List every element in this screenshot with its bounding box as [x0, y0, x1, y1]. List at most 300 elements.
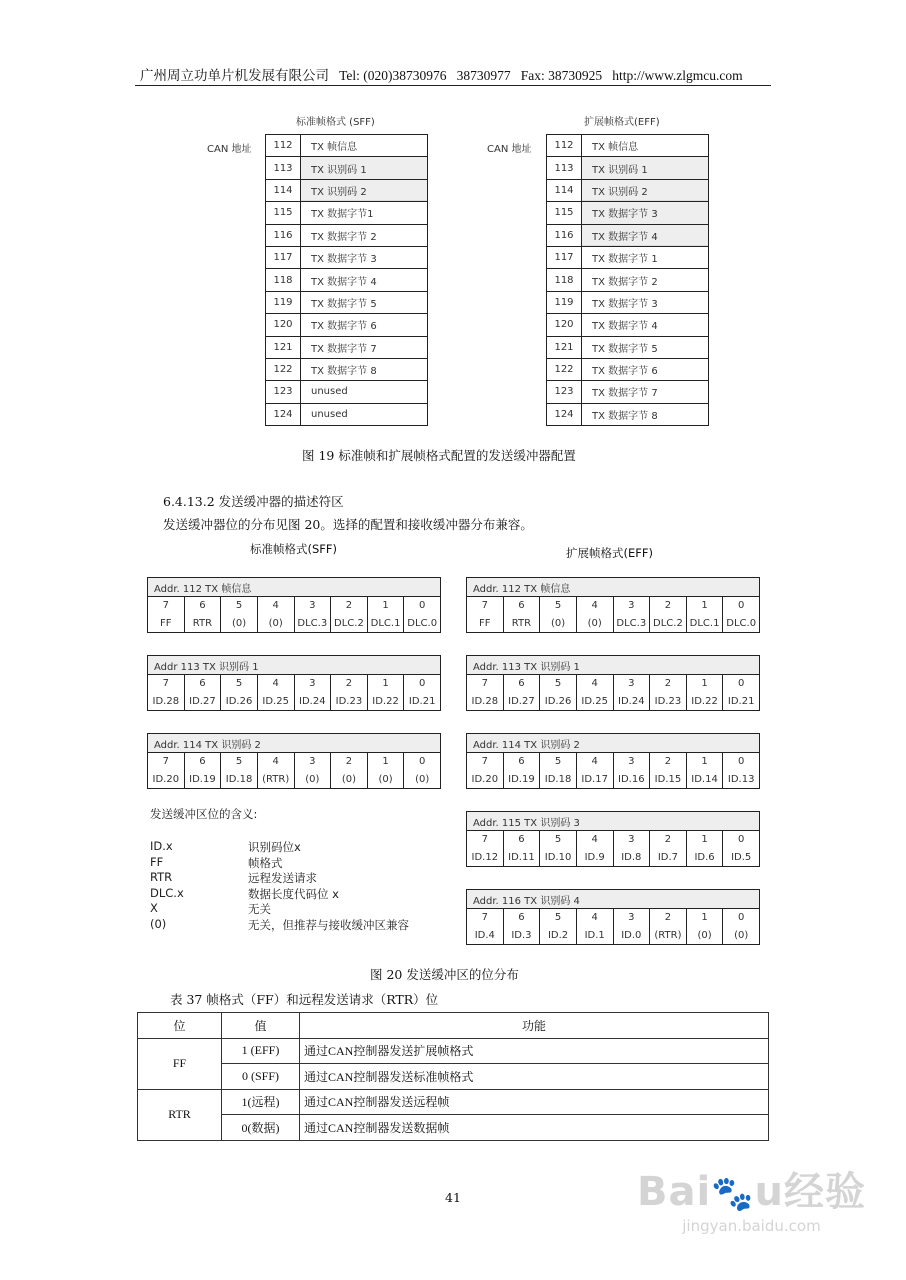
bit-number: 7 [148, 597, 185, 615]
register-row [266, 314, 428, 336]
bit-number: 4 [257, 753, 294, 771]
bit-value: ID.10 [540, 848, 577, 867]
table37 [137, 1012, 769, 1141]
bit-number: 3 [613, 675, 650, 693]
bit-value: ID.2 [540, 926, 577, 945]
register-name: TX 数据字节 5 [582, 336, 709, 358]
legend-key: (0) [150, 916, 167, 931]
can-address-label: CAN 地址 [487, 144, 532, 155]
fig20-caption: 图 20 发送缓冲区的位分布 [370, 967, 519, 982]
bit-value: ID.28 [467, 692, 504, 711]
register-row [266, 381, 428, 403]
baidu-watermark: Bai🐾u经验 jingyan.baidu.com [636, 1169, 866, 1235]
bit-number: 3 [613, 831, 650, 849]
table-row [138, 1064, 769, 1090]
register-address: 119 [547, 291, 582, 313]
bit-number: 7 [467, 675, 504, 693]
bit-number-row [467, 909, 760, 927]
column-header: 功能 [300, 1013, 769, 1039]
bit-table-title: Addr. 113 TX 识别码 1 [467, 656, 760, 675]
bit-number: 6 [503, 753, 540, 771]
bit-table-title: Addr 113 TX 识别码 1 [148, 656, 441, 675]
bit-number-row [467, 831, 760, 849]
can-address-label: CAN 地址 [207, 144, 252, 155]
legend-item [150, 886, 409, 902]
register-row [547, 358, 709, 380]
bit-value: ID.15 [650, 770, 687, 789]
register-address: 116 [266, 224, 301, 246]
bit-value: FF [467, 614, 504, 633]
register-name: TX 数据字节 6 [301, 314, 428, 336]
bit-number: 2 [650, 675, 687, 693]
bit-value: ID.16 [613, 770, 650, 789]
bit-value: ID.17 [576, 770, 613, 789]
bit-value: DLC.0 [404, 614, 441, 633]
bit-number: 0 [404, 597, 441, 615]
register-address: 114 [266, 179, 301, 201]
bit-value: RTR [503, 614, 540, 633]
value-cell: 1 (EFF) [222, 1038, 300, 1064]
bit-value: ID.18 [221, 770, 258, 789]
register-name: TX 数据字节1 [301, 202, 428, 224]
bit-number: 4 [576, 675, 613, 693]
register-name: TX 识别码 2 [582, 179, 709, 201]
bit-value: ID.27 [503, 692, 540, 711]
table-row [138, 1089, 769, 1115]
eff-bit-table [466, 811, 760, 867]
watermark-url: jingyan.baidu.com [682, 1217, 821, 1235]
register-row [547, 269, 709, 291]
bit-value: (0) [576, 614, 613, 633]
bit-value-row [148, 692, 441, 711]
bit-number: 1 [686, 597, 723, 615]
register-name: TX 数据字节 1 [582, 246, 709, 268]
bit-number-row [148, 675, 441, 693]
bit-table-title: Addr. 112 TX 帧信息 [148, 578, 441, 597]
bit-value-row [148, 614, 441, 633]
bit-value: ID.18 [540, 770, 577, 789]
section-text: 发送缓冲器位的分布见图 20。选择的配置和接收缓冲器分布兼容。 [163, 517, 533, 532]
bit-table-header [467, 734, 760, 753]
bit-number: 7 [148, 753, 185, 771]
bit-number: 4 [257, 675, 294, 693]
sff-bit-table [147, 577, 441, 633]
function-cell: 通过CAN控制器发送标准帧格式 [300, 1064, 769, 1090]
eff-bit-table [466, 577, 760, 633]
bit-number: 2 [331, 597, 368, 615]
bit-value: FF [148, 614, 185, 633]
register-row [547, 202, 709, 224]
bit-number: 4 [257, 597, 294, 615]
bit-number-row [148, 597, 441, 615]
register-name: TX 识别码 2 [301, 179, 428, 201]
register-row [266, 269, 428, 291]
legend-meaning: 识别码位x [248, 840, 301, 854]
bit-cell: RTR [138, 1089, 222, 1140]
bit-number: 5 [540, 753, 577, 771]
page-header [140, 64, 743, 84]
register-address: 122 [547, 358, 582, 380]
register-name: unused [301, 403, 428, 425]
register-address: 119 [266, 291, 301, 313]
register-name: TX 数据字节 6 [582, 358, 709, 380]
bit-value: ID.22 [686, 692, 723, 711]
bit-number: 1 [686, 831, 723, 849]
bit-value: ID.28 [148, 692, 185, 711]
table-header-row [138, 1013, 769, 1039]
bit-number: 0 [723, 831, 760, 849]
register-name: TX 数据字节 3 [582, 291, 709, 313]
register-row [266, 202, 428, 224]
register-name: TX 数据字节 8 [582, 403, 709, 425]
register-address: 114 [547, 179, 582, 201]
register-name: TX 数据字节 3 [582, 202, 709, 224]
register-address: 117 [547, 246, 582, 268]
bit-number: 7 [467, 753, 504, 771]
register-row [266, 157, 428, 179]
eff-register-table [546, 134, 709, 426]
register-address: 112 [266, 135, 301, 157]
bit-number: 2 [650, 831, 687, 849]
legend-meaning: 无关 [248, 902, 271, 916]
bit-value-row [467, 692, 760, 711]
value-cell: 0 (SFF) [222, 1064, 300, 1090]
bit-number: 0 [723, 909, 760, 927]
register-address: 121 [547, 336, 582, 358]
register-row [266, 224, 428, 246]
register-row [266, 336, 428, 358]
fig19-caption: 图 19 标准帧和扩展帧格式配置的发送缓冲器配置 [302, 448, 576, 463]
bit-number: 4 [576, 753, 613, 771]
bit-number: 6 [503, 909, 540, 927]
bit-value: ID.13 [723, 770, 760, 789]
register-address: 124 [266, 403, 301, 425]
bit-number: 6 [184, 753, 221, 771]
bit-number: 1 [686, 753, 723, 771]
company-name: 广州周立功单片机发展有限公司 [140, 68, 329, 83]
bit-table-header [467, 656, 760, 675]
legend-item [150, 870, 409, 886]
legend-item [150, 855, 409, 871]
bit-value: DLC.1 [367, 614, 404, 633]
bit-table-header [467, 578, 760, 597]
bit-value: ID.20 [148, 770, 185, 789]
bit-number: 5 [221, 597, 258, 615]
bit-value: DLC.3 [294, 614, 331, 633]
bit-value: (RTR) [650, 926, 687, 945]
bit-value: ID.1 [576, 926, 613, 945]
register-name: TX 识别码 1 [582, 157, 709, 179]
bit-value-row [148, 770, 441, 789]
bit-number: 2 [331, 675, 368, 693]
bit-value: ID.22 [367, 692, 404, 711]
register-name: unused [301, 381, 428, 403]
bit-number: 7 [467, 831, 504, 849]
bit-value: ID.6 [686, 848, 723, 867]
bit-value: DLC.2 [331, 614, 368, 633]
register-row [266, 291, 428, 313]
bit-value-row [467, 614, 760, 633]
bit-number: 7 [467, 597, 504, 615]
bit-value: ID.23 [650, 692, 687, 711]
fig20-sff-title: 标准帧格式(SFF) [250, 542, 338, 556]
legend-title: 发送缓冲区位的含义: [150, 807, 258, 821]
bit-number: 6 [503, 597, 540, 615]
bit-value: (0) [331, 770, 368, 789]
register-row [547, 381, 709, 403]
register-address: 118 [547, 269, 582, 291]
bit-table-header [467, 890, 760, 909]
bit-value: DLC.0 [723, 614, 760, 633]
bit-number: 4 [576, 831, 613, 849]
bit-number-row [467, 597, 760, 615]
bit-value: ID.24 [294, 692, 331, 711]
legend [150, 806, 409, 932]
bit-value: RTR [184, 614, 221, 633]
register-name: TX 数据字节 2 [301, 224, 428, 246]
bit-value: ID.11 [503, 848, 540, 867]
bit-value: DLC.3 [613, 614, 650, 633]
bit-value: (RTR) [257, 770, 294, 789]
bit-number: 3 [613, 597, 650, 615]
bit-number: 6 [503, 831, 540, 849]
register-name: TX 帧信息 [582, 135, 709, 157]
bit-value: ID.19 [184, 770, 221, 789]
legend-key: FF [150, 854, 164, 869]
bit-value: ID.9 [576, 848, 613, 867]
legend-key: DLC.x [150, 885, 184, 900]
bit-value: (0) [257, 614, 294, 633]
register-address: 112 [547, 135, 582, 157]
bit-number: 1 [686, 909, 723, 927]
bit-number: 2 [331, 753, 368, 771]
bit-number: 0 [723, 753, 760, 771]
legend-item [150, 839, 409, 855]
register-name: TX 数据字节 4 [582, 224, 709, 246]
register-name: TX 数据字节 5 [301, 291, 428, 313]
bit-value: ID.21 [723, 692, 760, 711]
bit-number: 3 [613, 753, 650, 771]
page-number: 41 [445, 1190, 461, 1205]
bit-value: (0) [221, 614, 258, 633]
bit-table-header [467, 812, 760, 831]
eff-bit-table [466, 733, 760, 789]
legend-item [150, 901, 409, 917]
bit-value: ID.0 [613, 926, 650, 945]
bit-table-header [148, 656, 441, 675]
function-cell: 通过CAN控制器发送远程帧 [300, 1089, 769, 1115]
bit-value: ID.26 [221, 692, 258, 711]
bit-number: 1 [367, 675, 404, 693]
register-row [547, 246, 709, 268]
bit-number: 3 [294, 675, 331, 693]
sff-bit-table [147, 655, 441, 711]
bit-value: ID.12 [467, 848, 504, 867]
register-address: 115 [266, 202, 301, 224]
register-row [547, 179, 709, 201]
bit-number: 1 [367, 597, 404, 615]
legend-meaning: 数据长度代码位 x [248, 886, 339, 901]
column-header: 位 [138, 1013, 222, 1039]
bit-table-title: Addr. 115 TX 识别码 3 [467, 812, 760, 831]
bit-number: 5 [540, 909, 577, 927]
fig19-eff-title: 扩展帧格式(EFF) [584, 117, 660, 128]
register-row [266, 179, 428, 201]
register-row [547, 314, 709, 336]
bit-value: (0) [686, 926, 723, 945]
bit-number-row [467, 675, 760, 693]
register-address: 120 [547, 314, 582, 336]
register-row [266, 403, 428, 425]
eff-bit-table [466, 655, 760, 711]
bit-number: 0 [404, 675, 441, 693]
bit-value: DLC.1 [686, 614, 723, 633]
bit-table-title: Addr. 114 TX 识别码 2 [467, 734, 760, 753]
legend-key: X [150, 901, 158, 915]
bit-number: 6 [503, 675, 540, 693]
legend-key: RTR [150, 870, 173, 884]
bit-table-header [148, 734, 441, 753]
bit-value: ID.20 [467, 770, 504, 789]
register-row [266, 246, 428, 268]
register-row [547, 135, 709, 157]
header-rule [135, 85, 771, 86]
register-row [266, 135, 428, 157]
register-address: 115 [547, 202, 582, 224]
bit-value: ID.7 [650, 848, 687, 867]
bit-number: 5 [221, 753, 258, 771]
register-name: TX 帧信息 [301, 135, 428, 157]
register-address: 122 [266, 358, 301, 380]
register-name: TX 数据字节 8 [301, 358, 428, 380]
register-address: 113 [547, 157, 582, 179]
register-name: TX 数据字节 4 [582, 314, 709, 336]
bit-number: 2 [650, 597, 687, 615]
fig20-eff-title: 扩展帧格式(EFF) [566, 546, 653, 560]
register-address: 120 [266, 314, 301, 336]
function-cell: 通过CAN控制器发送数据帧 [300, 1115, 769, 1141]
bit-value: (0) [723, 926, 760, 945]
register-address: 116 [547, 224, 582, 246]
bit-value-row [467, 926, 760, 945]
bit-number: 5 [540, 597, 577, 615]
bit-number: 5 [540, 831, 577, 849]
bit-number: 5 [540, 675, 577, 693]
table-row [138, 1038, 769, 1064]
contact-info: Tel: (020)38730976 38730977 Fax: 38730925 http://www.zlgmcu.com [339, 68, 743, 83]
bit-table-title: Addr. 116 TX 识别码 4 [467, 890, 760, 909]
bit-number: 4 [576, 909, 613, 927]
bit-value: ID.3 [503, 926, 540, 945]
register-address: 113 [266, 157, 301, 179]
value-cell: 0(数据) [222, 1115, 300, 1141]
register-address: 121 [266, 336, 301, 358]
register-row [547, 291, 709, 313]
bit-number: 3 [294, 753, 331, 771]
bit-number: 0 [723, 597, 760, 615]
bit-number-row [148, 753, 441, 771]
bit-number-row [467, 753, 760, 771]
section-heading: 6.4.13.2 发送缓冲器的描述符区 [163, 494, 344, 509]
function-cell: 通过CAN控制器发送扩展帧格式 [300, 1038, 769, 1064]
bit-value: ID.4 [467, 926, 504, 945]
register-row [547, 403, 709, 425]
bit-value: ID.23 [331, 692, 368, 711]
sff-bit-table [147, 733, 441, 789]
bit-value: (0) [540, 614, 577, 633]
register-address: 117 [266, 246, 301, 268]
bit-value: (0) [404, 770, 441, 789]
bit-number: 3 [613, 909, 650, 927]
register-name: TX 数据字节 4 [301, 269, 428, 291]
register-name: TX 数据字节 7 [301, 336, 428, 358]
value-cell: 1(远程) [222, 1089, 300, 1115]
register-name: TX 数据字节 3 [301, 246, 428, 268]
register-name: TX 数据字节 7 [582, 381, 709, 403]
bit-value: ID.5 [723, 848, 760, 867]
register-name: TX 数据字节 2 [582, 269, 709, 291]
bit-table-title: Addr. 114 TX 识别码 2 [148, 734, 441, 753]
bit-value: ID.25 [576, 692, 613, 711]
bit-value: (0) [294, 770, 331, 789]
register-address: 124 [547, 403, 582, 425]
legend-meaning: 远程发送请求 [248, 871, 317, 885]
table-row [138, 1115, 769, 1141]
bit-number: 1 [367, 753, 404, 771]
bit-number: 5 [221, 675, 258, 693]
bit-value: ID.19 [503, 770, 540, 789]
bit-number: 0 [404, 753, 441, 771]
register-address: 118 [266, 269, 301, 291]
bit-value: (0) [367, 770, 404, 789]
bit-number: 7 [467, 909, 504, 927]
bit-number: 6 [184, 597, 221, 615]
bit-value: ID.21 [404, 692, 441, 711]
bit-number: 2 [650, 753, 687, 771]
column-header: 值 [222, 1013, 300, 1039]
register-address: 123 [266, 381, 301, 403]
bit-table-header [148, 578, 441, 597]
fig19-sff-title: 标准帧格式 (SFF) [296, 117, 375, 128]
bit-number: 7 [148, 675, 185, 693]
bit-number: 6 [184, 675, 221, 693]
bit-number: 4 [576, 597, 613, 615]
bit-value: ID.26 [540, 692, 577, 711]
register-name: TX 识别码 1 [301, 157, 428, 179]
bit-table-title: Addr. 112 TX 帧信息 [467, 578, 760, 597]
bit-number: 3 [294, 597, 331, 615]
bit-number: 1 [686, 675, 723, 693]
legend-item [150, 917, 409, 933]
bit-number: 2 [650, 909, 687, 927]
table37-caption: 表 37 帧格式（FF）和远程发送请求（RTR）位 [170, 992, 439, 1007]
bit-value: ID.24 [613, 692, 650, 711]
legend-meaning: 帧格式 [248, 855, 283, 870]
bit-cell: FF [138, 1038, 222, 1089]
legend-key: ID.x [150, 839, 173, 853]
legend-meaning: 无关，但推荐与接收缓冲区兼容 [248, 917, 409, 932]
register-row [266, 358, 428, 380]
bit-value: ID.14 [686, 770, 723, 789]
bit-value: ID.27 [184, 692, 221, 711]
bit-value: DLC.2 [650, 614, 687, 633]
bit-value-row [467, 770, 760, 789]
register-row [547, 157, 709, 179]
register-row [547, 336, 709, 358]
eff-bit-table [466, 889, 760, 945]
register-address: 123 [547, 381, 582, 403]
sff-register-table [265, 134, 428, 426]
